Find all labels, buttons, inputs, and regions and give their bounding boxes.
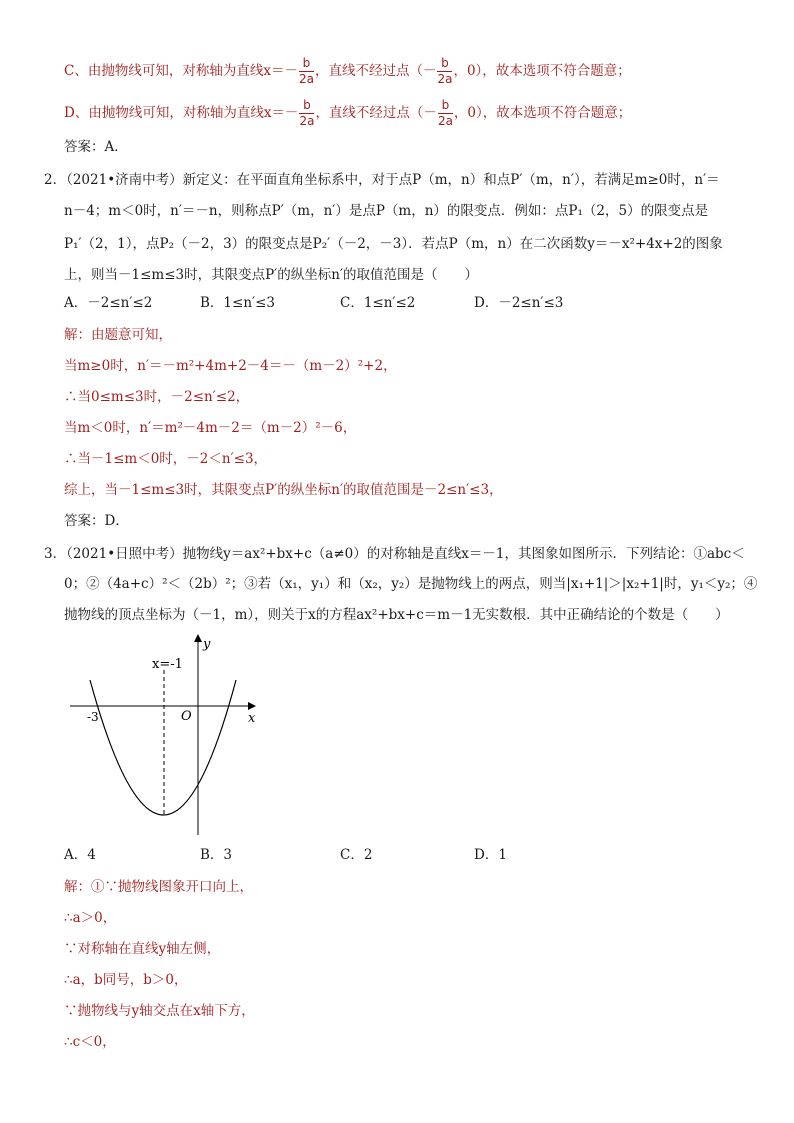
answer-prev: 答案：A． [64,139,128,155]
q3-solution-4: ∴a，b同号，b＞0， [64,972,188,988]
text: ，0），故本选项不符合题意； [453,63,631,79]
q2-answer: 答案：D． [64,513,129,529]
text: C、由抛物线可知，对称轴为直线x＝－ [64,63,298,79]
fraction-den: 2a [437,72,453,86]
q2-option-a: A．－2≤n′≤2 [64,295,153,311]
q2-solution-5: ∴当－1≤m＜0时，－2＜n′≤3， [64,451,268,467]
fraction-num: b [437,56,452,72]
q3-solution-2: ∴a＞0， [64,910,117,926]
fraction-den: 2a [437,114,453,128]
q2-line-4: 上，则当－1≤m≤3时，其限变点P′的纵坐标n′的取值范围是（ ） [64,267,479,283]
text: ，直线不经过点（－ [314,63,437,79]
q3-option-a: A．4 [64,847,96,863]
q2-line-2: n－4；m＜0时，n′＝－n，则称点P′（m，n′）是点P（m，n）的限变点．例如：点P₁（2，5）的限变点是 [64,203,709,219]
fraction-num: b [299,98,314,114]
parabola-graph [60,630,280,840]
q3-line-3: 抛物线的顶点坐标为（－1，m），则关于x的方程ax²+bx+c＝m－1无实数根．其中正确结论的个数是（ ） [64,607,729,623]
text: D、由抛物线可知，对称轴为直线x＝－ [64,105,299,121]
fraction [299,98,314,129]
q2-option-d: D．－2≤n′≤3 [474,295,564,311]
q3-solution-3: ∵对称轴在直线y轴左侧， [64,941,221,957]
origin-label: O [181,709,192,724]
fraction-den: 2a [299,114,315,128]
fraction [437,56,452,87]
y-axis-label: y [203,637,211,652]
text: ，0），故本选项不符合题意； [453,105,632,121]
solution-line-d [64,98,631,129]
q2-option-b: B．1≤n′≤3 [200,295,275,311]
fraction [438,98,453,129]
text: ，直线不经过点（－ [315,105,437,121]
q2-solution-6: 综上，当－1≤m≤3时，其限变点P′的纵坐标n′的取值范围是－2≤n′≤3， [64,482,503,498]
q2-solution-3: ∴当0≤m≤3时，－2≤n′≤2， [64,389,250,405]
q3-line-1: 3．（2021•日照中考）抛物线y＝ax²+bx+c（a≠0）的对称轴是直线x＝－1，其图象如图所示．下列结论：①abc＜ [44,546,745,562]
q2-solution-1: 解：由题意可知， [64,327,172,343]
q3-option-b: B．3 [200,847,233,863]
fraction-num: b [299,56,314,72]
q3-option-c: C．2 [340,847,373,863]
q2-solution-2: 当m≥0时，n′＝－m²+4m+2－4＝－（m－2）²+2， [64,358,397,374]
q2-line-1: 2．（2021•济南中考）新定义：在平面直角坐标系中，对于点P（m，n）和点P′（m，n′），若满足m≥0时，n′＝ [44,172,720,188]
fraction [299,56,314,87]
q3-line-2: 0；②（4a+c）²＜（2b）²；③若（x₁，y₁）和（x₂，y₂）是抛物线上的两点，则当|x₁+1|＞|x₂+1|时，y₁＜y₂；④ [64,576,758,592]
parabola-curve [90,680,236,815]
q2-line-3: P₁′（2，1），点P₂（－2，3）的限变点是P₂′（－2，－3）．若点P（m，n）在二次函数y＝－x²+4x+2的图象 [64,236,723,252]
symmetry-axis-label: x=-1 [152,657,183,672]
q3-option-d: D．1 [474,847,507,863]
q2-option-c: C．1≤n′≤2 [340,295,416,311]
q3-solution-1: 解：①∵抛物线图象开口向上， [64,879,253,895]
x-axis-label: x [248,711,256,726]
y-axis-arrow [194,634,202,642]
q3-solution-5: ∵抛物线与y轴交点在x轴下方， [64,1003,255,1019]
q2-solution-4: 当m＜0时，n′＝m²－4m－2＝（m－2）²－6， [64,420,357,436]
x-axis-arrow [248,702,256,710]
fraction-den: 2a [298,72,314,86]
solution-line-c [64,56,631,87]
fraction-num: b [438,98,453,114]
q3-solution-6: ∴c＜0， [64,1034,116,1050]
neg3-label: -3 [87,710,99,724]
